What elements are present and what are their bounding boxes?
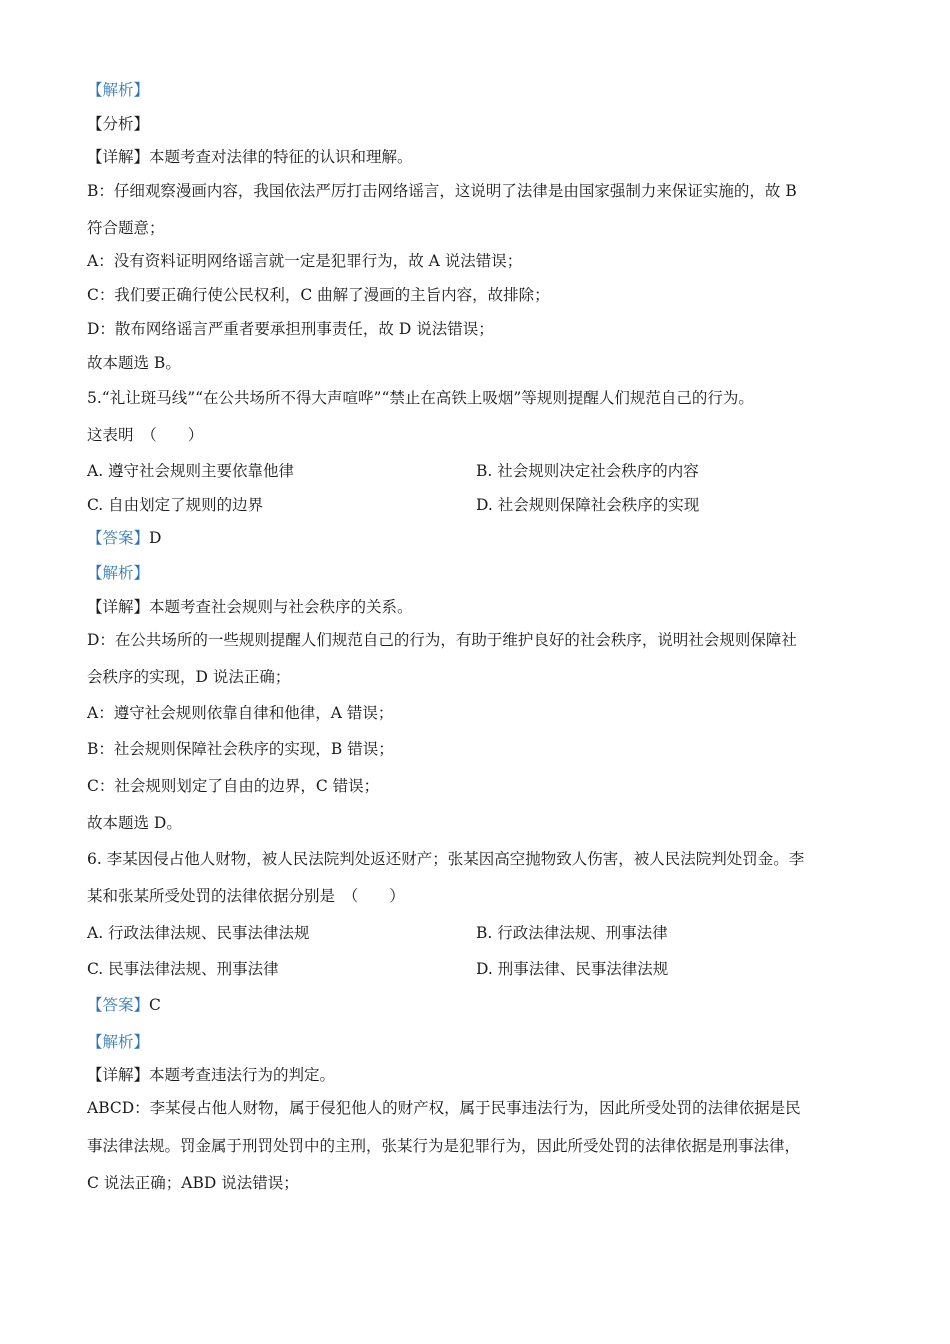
q6-option-b: B. 行政法律法规、刑事法律	[476, 924, 668, 942]
q5-line: B：社会规则保障社会秩序的实现，B 错误；	[87, 740, 394, 758]
q4-line: 符合题意；	[87, 219, 165, 237]
q6-xiangjie-text: 本题考查违法行为的判定。	[149, 1066, 336, 1084]
q4-xiangjie-tag: 【详解】	[87, 148, 150, 166]
q5-xiangjie-text: 本题考查社会规则与社会秩序的关系。	[149, 598, 413, 616]
q4-line: 故本题选 B。	[87, 354, 181, 372]
q5-jiexi-heading: 【解析】	[87, 564, 150, 582]
q5-line: D：在公共场所的一些规则提醒人们规范自己的行为，有助于维护良好的社会秩序，说明社会规则保障社	[87, 631, 797, 649]
q4-xiangjie	[87, 147, 867, 167]
q5-xiangjie-tag: 【详解】	[87, 598, 150, 616]
q4-xiangjie-text: 本题考查对法律的特征的认识和理解。	[149, 148, 413, 166]
q5-option-b: B. 社会规则决定社会秩序的内容	[476, 462, 699, 480]
q4-line: D：散布网络谣言严重者要承担刑事责任，故 D 说法错误；	[87, 320, 494, 338]
q5-option-a: A. 遵守社会规则主要依靠他律	[87, 462, 295, 480]
q5-line: C：社会规则划定了自由的边界，C 错误；	[87, 777, 380, 795]
q5-answer	[87, 528, 867, 548]
q6-answer	[87, 995, 867, 1015]
q6-answer-value: C	[149, 996, 161, 1014]
q4-jiexi-heading: 【解析】	[87, 81, 150, 99]
q5-answer-tag: 【答案】	[87, 529, 150, 547]
q5-xiangjie	[87, 597, 867, 617]
q6-jiexi-heading: 【解析】	[87, 1033, 150, 1051]
q5-line: 故本题选 D。	[87, 814, 182, 832]
q5-line: 会秩序的实现，D 说法正确；	[87, 668, 291, 686]
q4-line: A：没有资料证明网络谣言就一定是犯罪行为，故 A 说法错误；	[87, 252, 523, 270]
q6-stem-line1: 6. 李某因侵占他人财物，被人民法院判处返还财产；张某因高空抛物致人伤害，被人民法院判处罚金。李	[87, 850, 805, 868]
q5-stem-line1: 5.“礼让斑马线”“在公共场所不得大声喧哗”“禁止在高铁上吸烟”等规则提醒人们规范自己的行为。	[87, 389, 754, 407]
q6-line: 事法律法规。罚金属于刑罚处罚中的主刑，张某行为是犯罪行为，因此所受处罚的法律依据是刑事法律，	[87, 1137, 801, 1155]
q5-answer-value: D	[149, 529, 162, 547]
q4-line: C：我们要正确行使公民权利，C 曲解了漫画的主旨内容，故排除；	[87, 286, 550, 304]
q6-answer-tag: 【答案】	[87, 996, 150, 1014]
q6-option-a: A. 行政法律法规、民事法律法规	[87, 924, 310, 942]
q5-option-c: C. 自由划定了规则的边界	[87, 496, 264, 514]
q6-stem-line2: 某和张某所受处罚的法律依据分别是 （ ）	[87, 887, 405, 905]
q5-line: A：遵守社会规则依靠自律和他律，A 错误；	[87, 704, 394, 722]
q6-xiangjie	[87, 1065, 867, 1085]
q6-option-c: C. 民事法律法规、刑事法律	[87, 960, 279, 978]
q5-option-d: D. 社会规则保障社会秩序的实现	[476, 496, 700, 514]
q6-option-d: D. 刑事法律、民事法律法规	[476, 960, 669, 978]
q6-xiangjie-tag: 【详解】	[87, 1066, 150, 1084]
q4-line: B：仔细观察漫画内容，我国依法严厉打击网络谣言，这说明了法律是由国家强制力来保证实施的，故 B	[87, 182, 797, 200]
q6-line: ABCD：李某侵占他人财物，属于侵犯他人的财产权，属于民事违法行为，因此所受处罚的法律依据是民	[87, 1099, 801, 1117]
q6-line: C 说法正确；ABD 说法错误；	[87, 1174, 299, 1192]
q4-fenxi-heading: 【分析】	[87, 115, 150, 133]
q5-stem-line2: 这表明 （ ）	[87, 426, 204, 444]
